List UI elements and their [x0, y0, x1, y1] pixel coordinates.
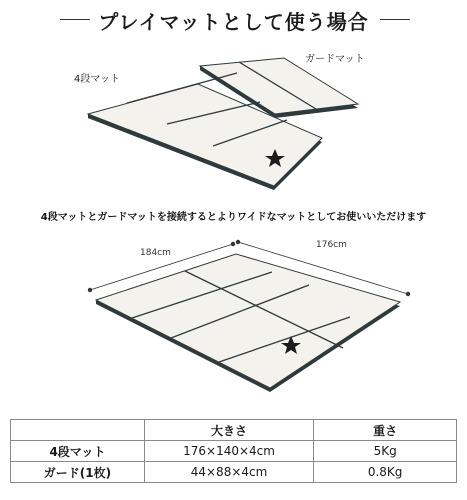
spec-row-weight: 0.8Kg: [314, 462, 457, 483]
spec-row-weight: 5Kg: [314, 441, 457, 462]
spec-row-name: ガード(1枚): [11, 462, 145, 483]
spec-table-header: [11, 420, 457, 441]
four-fold-mat-label: 4段マット: [74, 74, 120, 85]
dimension-left: 184cm: [140, 248, 171, 258]
spec-row-size: 44×88×4cm: [144, 462, 313, 483]
spec-table: [10, 419, 457, 483]
spec-row-size: 176×140×4cm: [144, 441, 313, 462]
table-row: [11, 441, 457, 462]
usage-caption: 4段マットとガードマットを接続するとよりワイドなマットとしてお使いいただけます: [40, 212, 427, 223]
spec-header-size: 大きさ: [144, 420, 313, 441]
guard-mat-label: ガードマット: [305, 54, 365, 65]
spec-row-name: 4段マット: [11, 441, 145, 462]
table-row: [11, 462, 457, 483]
combined-mat: [96, 254, 400, 392]
spec-header-blank: [11, 420, 145, 441]
spec-header-weight: 重さ: [314, 420, 457, 441]
dimension-right: 176cm: [316, 240, 347, 250]
page-title: プレイマットとして使う場合: [98, 10, 369, 34]
